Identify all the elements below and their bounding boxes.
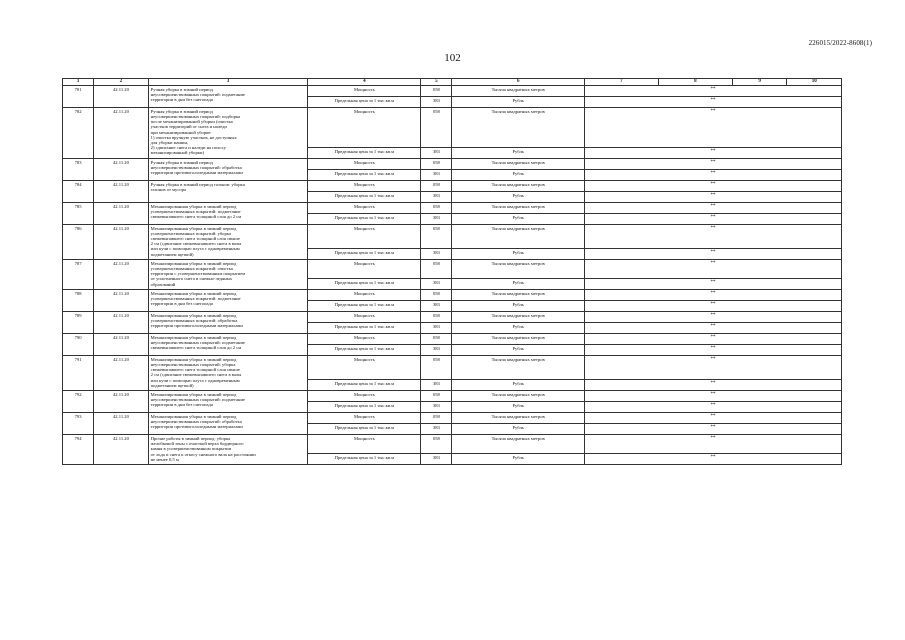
okpd2-code: 42.11.20: [94, 333, 149, 355]
row-number: 788: [63, 289, 94, 311]
okei-code: 058: [421, 435, 452, 454]
table-row: [63, 333, 842, 344]
item-name: Ручная уборка в зимний период неусовершенствованных покрытий: обработка территории противогололедными материалами: [148, 158, 308, 180]
table-row: [63, 259, 842, 278]
unit-name: Тысяча квадратных метров: [452, 259, 584, 278]
indicator-name: Мощность: [308, 180, 421, 191]
indicator-name: Предельная цена за 1 тыс.кв.м: [308, 344, 421, 355]
okei-code: 058: [421, 108, 452, 148]
row-number: 789: [63, 311, 94, 333]
value-placeholder: **: [584, 322, 841, 333]
row-number: 790: [63, 333, 94, 355]
value-placeholder: **: [584, 311, 841, 322]
column-numbers-row: [63, 79, 842, 86]
okpd2-code: 42.11.20: [94, 259, 149, 289]
value-placeholder: **: [584, 413, 841, 424]
indicator-name: Мощность: [308, 86, 421, 97]
okpd2-code: 42.11.20: [94, 180, 149, 202]
row-number: 794: [63, 435, 94, 465]
value-placeholder: **: [584, 344, 841, 355]
okei-code: 383: [421, 213, 452, 224]
column-number: 10: [787, 79, 842, 86]
indicator-name: Предельная цена за 1 тыс.кв.м: [308, 248, 421, 259]
table-row: [63, 289, 842, 300]
okei-code: 383: [421, 300, 452, 311]
value-placeholder: **: [584, 147, 841, 158]
value-placeholder: **: [584, 224, 841, 248]
okei-code: 383: [421, 402, 452, 413]
page-number: 102: [444, 52, 461, 64]
indicator-name: Мощность: [308, 224, 421, 248]
okei-code: 383: [421, 454, 452, 465]
table-row: [63, 224, 842, 248]
value-placeholder: **: [584, 333, 841, 344]
table-row: [63, 202, 842, 213]
unit-name: Тысяча квадратных метров: [452, 108, 584, 148]
item-name: Механизированная уборка в зимний период усовершенствованных покрытий: подметание территории в дни без снегопада: [148, 289, 308, 311]
okpd2-code: 42.11.20: [94, 413, 149, 435]
okei-code: 058: [421, 259, 452, 278]
unit-name: Рубль: [452, 278, 584, 289]
indicator-name: Предельная цена за 1 тыс.кв.м: [308, 97, 421, 108]
value-placeholder: **: [584, 380, 841, 391]
document-id: 226015/2022-8608(1): [808, 39, 872, 47]
unit-name: Рубль: [452, 300, 584, 311]
row-number: 786: [63, 224, 94, 259]
okpd2-code: 42.11.20: [94, 435, 149, 465]
column-number: 7: [584, 79, 658, 86]
okei-code: 058: [421, 355, 452, 379]
item-name: Ручная уборка в зимний период газонов: уборка газонов от мусора: [148, 180, 308, 202]
value-placeholder: **: [584, 278, 841, 289]
okpd2-code: 42.11.20: [94, 86, 149, 108]
value-placeholder: **: [584, 454, 841, 465]
table-row: [63, 180, 842, 191]
okpd2-code: 42.11.20: [94, 108, 149, 159]
column-number: 1: [63, 79, 94, 86]
okei-code: 058: [421, 333, 452, 344]
indicator-name: Мощность: [308, 311, 421, 322]
unit-name: Рубль: [452, 380, 584, 391]
okei-code: 383: [421, 248, 452, 259]
indicator-name: Предельная цена за 1 тыс.кв.м: [308, 278, 421, 289]
value-placeholder: **: [584, 191, 841, 202]
table-row: [63, 311, 842, 322]
row-number: 784: [63, 180, 94, 202]
row-number: 791: [63, 355, 94, 390]
value-placeholder: **: [584, 424, 841, 435]
indicator-name: Предельная цена за 1 тыс.кв.м: [308, 322, 421, 333]
okei-code: 383: [421, 278, 452, 289]
okei-code: 383: [421, 97, 452, 108]
value-placeholder: **: [584, 158, 841, 169]
value-placeholder: **: [584, 300, 841, 311]
unit-name: Тысяча квадратных метров: [452, 202, 584, 213]
indicator-name: Предельная цена за 1 тыс.кв.м: [308, 191, 421, 202]
value-placeholder: **: [584, 86, 841, 97]
value-placeholder: **: [584, 259, 841, 278]
unit-name: Тысяча квадратных метров: [452, 86, 584, 97]
indicator-name: Мощность: [308, 259, 421, 278]
item-name: Механизированная уборка в зимний период усовершенствованных покрытий: подметание свежевыпавшего снега толщиной слоя до 2 см: [148, 202, 308, 224]
okei-code: 058: [421, 311, 452, 322]
okpd2-code: 42.11.20: [94, 158, 149, 180]
unit-name: Тысяча квадратных метров: [452, 180, 584, 191]
unit-name: Рубль: [452, 454, 584, 465]
column-number: 6: [452, 79, 584, 86]
indicator-name: Предельная цена за 1 тыс.кв.м: [308, 300, 421, 311]
okei-code: 383: [421, 380, 452, 391]
indicator-name: Предельная цена за 1 тыс.кв.м: [308, 380, 421, 391]
procurement-table: [62, 78, 842, 465]
indicator-name: Мощность: [308, 158, 421, 169]
value-placeholder: **: [584, 202, 841, 213]
unit-name: Тысяча квадратных метров: [452, 435, 584, 454]
unit-name: Рубль: [452, 213, 584, 224]
item-name: Ручная уборка в зимний период неусовершенствованных покрытий: подметание территории в дни без снегопада: [148, 86, 308, 108]
value-placeholder: **: [584, 180, 841, 191]
item-name: Механизированная уборка в зимний период усовершенствованных покрытий: обработка территории противогололедными материалами: [148, 311, 308, 333]
column-number: 5: [421, 79, 452, 86]
item-name: Механизированная уборка в зимний период усовершенствованных покрытий: уборка свежевыпавшего снега толщиной слоя свыше 2 см (сдвигание свежевыпавшего снега в валы или кучи с помощью плуга с одновременным подметанием щеткой): [148, 224, 308, 259]
okpd2-code: 42.11.20: [94, 355, 149, 390]
indicator-name: Мощность: [308, 108, 421, 148]
unit-name: Тысяча квадратных метров: [452, 224, 584, 248]
okei-code: 058: [421, 158, 452, 169]
item-name: Механизированная уборка в зимний период неусовершенствованных покрытий: уборка свежевыпавшего снега толщиной слоя свыше 2 см (сдвигание свежевыпавшего снега в валы или кучи с помощью плуга с одновременным подметанием щеткой): [148, 355, 308, 390]
okei-code: 383: [421, 344, 452, 355]
row-number: 793: [63, 413, 94, 435]
okpd2-code: 42.11.20: [94, 202, 149, 224]
unit-name: Рубль: [452, 322, 584, 333]
row-number: 782: [63, 108, 94, 159]
item-name: Механизированная уборка в зимний период неусовершенствованных покрытий: подметание свежевыпавшего снега толщиной слоя до 2 см: [148, 333, 308, 355]
okpd2-code: 42.11.20: [94, 311, 149, 333]
item-name: Механизированная уборка в зимний период неусовершенствованных покрытий: обработка территории противогололедными материалами: [148, 413, 308, 435]
indicator-name: Мощность: [308, 202, 421, 213]
unit-name: Рубль: [452, 402, 584, 413]
unit-name: Рубль: [452, 169, 584, 180]
okei-code: 383: [421, 322, 452, 333]
table-row: [63, 391, 842, 402]
table-row: [63, 108, 842, 148]
item-name: Прочие работы в зимний период: уборка желобковой зоны с очисткой верха бордюрного камня в усовершенствованном покрытии от льда и снега к откосу снежного вала на расстоянии не менее 0,5 м: [148, 435, 308, 465]
table-row: [63, 355, 842, 379]
indicator-name: Мощность: [308, 355, 421, 379]
okei-code: 058: [421, 413, 452, 424]
value-placeholder: **: [584, 213, 841, 224]
okei-code: 058: [421, 289, 452, 300]
okpd2-code: 42.11.20: [94, 224, 149, 259]
value-placeholder: **: [584, 97, 841, 108]
indicator-name: Предельная цена за 1 тыс.кв.м: [308, 169, 421, 180]
okei-code: 383: [421, 191, 452, 202]
okei-code: 383: [421, 424, 452, 435]
table-row: [63, 158, 842, 169]
unit-name: Рубль: [452, 424, 584, 435]
row-number: 787: [63, 259, 94, 289]
column-number: 3: [148, 79, 308, 86]
unit-name: Рубль: [452, 344, 584, 355]
indicator-name: Мощность: [308, 413, 421, 424]
unit-name: Рубль: [452, 248, 584, 259]
okei-code: 058: [421, 202, 452, 213]
okei-code: 383: [421, 169, 452, 180]
unit-name: Рубль: [452, 191, 584, 202]
table-row: [63, 435, 842, 454]
value-placeholder: **: [584, 169, 841, 180]
unit-name: Тысяча квадратных метров: [452, 158, 584, 169]
row-number: 785: [63, 202, 94, 224]
unit-name: Тысяча квадратных метров: [452, 311, 584, 322]
item-name: Ручная уборка в зимний период неусовершенствованных покрытий: подборка после механизированной уборки (очистка участков территорий от снега и наледи при механизированной уборке: 1) очистка вручную участков, не доступных для уборки машин, 2) сдвигание снега и наледи на полосу механизированной уборки): [148, 108, 308, 159]
okpd2-code: 42.11.20: [94, 391, 149, 413]
value-placeholder: **: [584, 108, 841, 148]
unit-name: Рубль: [452, 97, 584, 108]
table-row: [63, 86, 842, 97]
unit-name: Тысяча квадратных метров: [452, 391, 584, 402]
unit-name: Рубль: [452, 147, 584, 158]
unit-name: Тысяча квадратных метров: [452, 289, 584, 300]
indicator-name: Предельная цена за 1 тыс.кв.м: [308, 213, 421, 224]
value-placeholder: **: [584, 391, 841, 402]
indicator-name: Предельная цена за 1 тыс.кв.м: [308, 147, 421, 158]
value-placeholder: **: [584, 248, 841, 259]
indicator-name: Предельная цена за 1 тыс.кв.м: [308, 454, 421, 465]
unit-name: Тысяча квадратных метров: [452, 355, 584, 379]
row-number: 783: [63, 158, 94, 180]
unit-name: Тысяча квадратных метров: [452, 413, 584, 424]
okei-code: 058: [421, 224, 452, 248]
okpd2-code: 42.11.20: [94, 289, 149, 311]
okei-code: 058: [421, 86, 452, 97]
okei-code: 058: [421, 391, 452, 402]
indicator-name: Мощность: [308, 289, 421, 300]
value-placeholder: **: [584, 355, 841, 379]
column-number: 8: [658, 79, 732, 86]
unit-name: Тысяча квадратных метров: [452, 333, 584, 344]
okei-code: 058: [421, 180, 452, 191]
item-name: Механизированная уборка в зимний период усовершенствованных покрытий: очистка территории с усовершенствованным покрытием от уплотненного снега и снежно-ледяных образований: [148, 259, 308, 289]
column-number: 9: [732, 79, 787, 86]
indicator-name: Мощность: [308, 333, 421, 344]
indicator-name: Предельная цена за 1 тыс.кв.м: [308, 424, 421, 435]
indicator-name: Предельная цена за 1 тыс.кв.м: [308, 402, 421, 413]
row-number: 781: [63, 86, 94, 108]
column-number: 2: [94, 79, 149, 86]
value-placeholder: **: [584, 289, 841, 300]
indicator-name: Мощность: [308, 435, 421, 454]
okei-code: 383: [421, 147, 452, 158]
table-row: [63, 413, 842, 424]
value-placeholder: **: [584, 435, 841, 454]
column-number: 4: [308, 79, 421, 86]
indicator-name: Мощность: [308, 391, 421, 402]
row-number: 792: [63, 391, 94, 413]
item-name: Механизированная уборка в зимний период неусовершенствованных покрытий: подметание территории в дни без снегопада: [148, 391, 308, 413]
value-placeholder: **: [584, 402, 841, 413]
